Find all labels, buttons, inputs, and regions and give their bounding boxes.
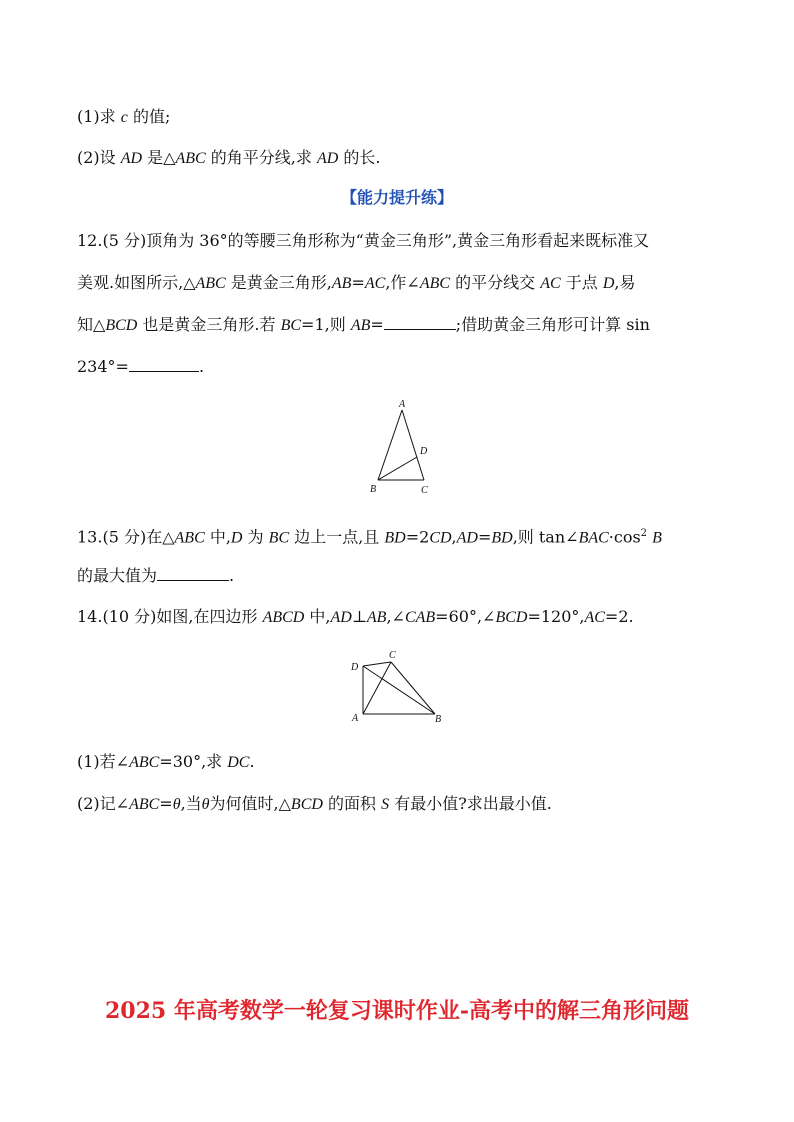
quadrilateral-figure [345, 646, 450, 726]
q13-line1: 13.(5 分)在△ABC 中,D 为 BC 边上一点,且 BD=2CD,AD=BD,则 $\tan\angle BAC\cdot\cos^2$ B [77, 527, 662, 547]
segment-cb [391, 662, 435, 714]
q13-line2: 的最大值为 . [77, 566, 235, 585]
segment-ac [402, 410, 424, 480]
q11-part2: (2)设 AD 是△ABC 的角平分线,求 AD 的长. [77, 148, 381, 167]
label-c: C [389, 650, 396, 661]
label-b: B [435, 714, 442, 725]
section-title: 【能力提升练】 [340, 188, 453, 207]
q12-line3: 知△BCD 也是黄金三角形.若 BC=1,则 AB= ;借助黄金三角形可计算 sin [77, 315, 650, 334]
segment-ac [363, 662, 391, 714]
label-d: D [420, 446, 428, 457]
segment-bd [378, 457, 417, 480]
segment-dc [363, 662, 391, 666]
label-d: D [351, 662, 359, 673]
q12-line4: 234°= . [77, 357, 205, 376]
label-b: B [370, 484, 377, 495]
label-c: C [421, 485, 428, 496]
q12-line1: 12.(5 分)顶角为 36°的等腰三角形称为“黄金三角形”,黄金三角形看起来既标准又 [77, 231, 650, 250]
label-a: A [352, 713, 359, 724]
answer-blank[interactable] [129, 357, 199, 372]
segment-ab [378, 410, 402, 480]
q14-part2: (2)记∠ABC=θ,当θ为何值时,△BCD 的面积 S 有最小值?求出最小值. [77, 794, 552, 813]
answer-blank[interactable] [157, 566, 229, 581]
q12-line2: 美观.如图所示,△ABC 是黄金三角形,AB=AC,作∠ABC 的平分线交 AC 于点 D,易 [77, 273, 636, 292]
q14-line1: 14.(10 分)如图,在四边形 ABCD 中,AD⊥AB,∠CAB=60°,∠BCD=120°,AC=2. [77, 607, 634, 626]
golden-triangle-figure [360, 396, 440, 500]
segment-db [363, 666, 435, 714]
footer-title: 2025 年高考数学一轮复习课时作业-高考中的解三角形问题 [104, 998, 690, 1024]
answer-blank[interactable] [384, 315, 456, 330]
q11-part1: (1)求 c 的值; [77, 107, 171, 126]
label-a: A [399, 399, 406, 410]
q14-part1: (1)若∠ABC=30°,求 DC. [77, 752, 255, 771]
